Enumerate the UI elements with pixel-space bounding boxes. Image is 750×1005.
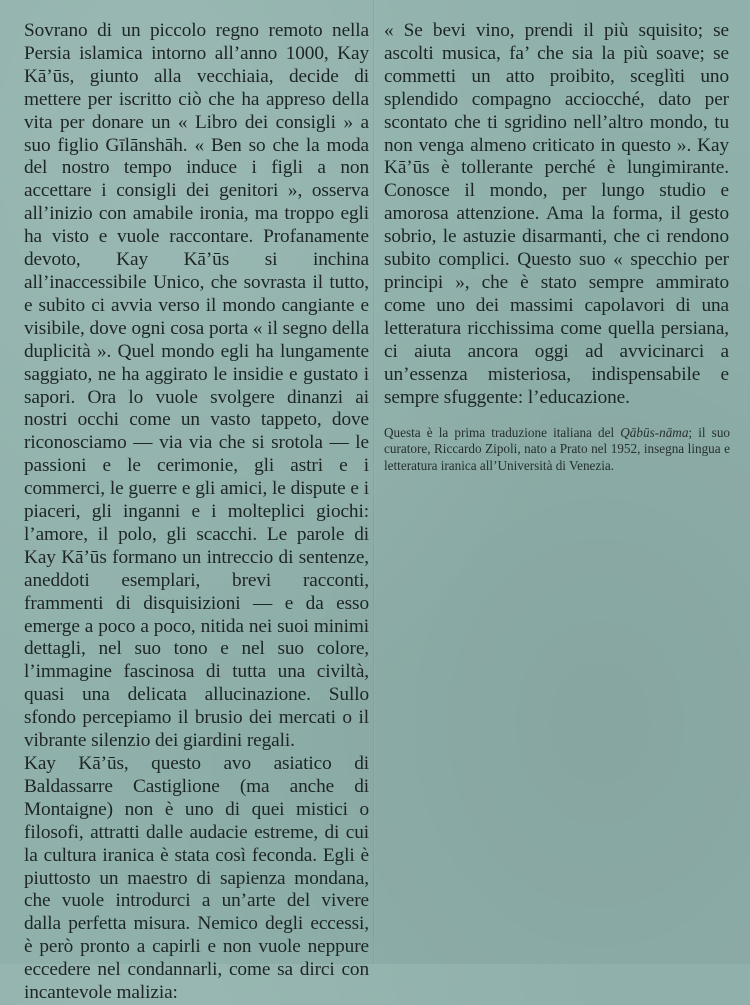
book-title: Qābūs-nāma bbox=[620, 425, 689, 440]
left-paragraph-2: Kay Kā’ūs, questo avo asiatico di Baldassarre Castiglione (ma anche di Montaigne) non è uno di quei mistici o filosofi, attratti dalle audacie estreme, di cui la cultura iranica è stata così feconda. Egli è piuttosto un maestro di sapienza mondana, che vuole introdurci a un’arte del vivere dalla perfetta misura. Nemico degli eccessi, è però pronto a capirli e non vuole neppure eccedere nel condannarli, come sa dirci con incantevole malizia: bbox=[24, 753, 369, 1004]
note-text-start: Questa è la prima traduzione italiana del bbox=[384, 425, 621, 440]
right-text-column bbox=[384, 20, 729, 409]
note-text-end: ; il suo curatore, Riccardo Zipoli, nato a Prato nel 1952, insegna lingua e letteratura iranica all’Università di Venezia. bbox=[384, 425, 731, 473]
left-text-column bbox=[24, 20, 369, 1005]
right-paragraph-1: « Se bevi vino, prendi il più squisito; se ascolti musica, fa’ che sia la più soave; se commetti un atto proibito, sceglìti uno splendido compagno acciocché, dato per scontato che ti sgridino nell’altro mondo, tu non venga almeno criticato in questo ». Kay Kā’ūs è tollerante perché è lungimirante. Conosce il mondo, per lungo studio e amorosa attenzione. Ama la forma, il gesto sobrio, le astuzie disarmanti, che ci rendono subito complici. Questo suo « specchio per principi », che è stato sempre ammirato come uno dei massimi capolavori di una letteratura ricchissima come quella persiana, ci aiuta ancora oggi ad avvicinarci a un’essenza misteriosa, indispensabile e sempre sfuggente: l’educazione. bbox=[384, 20, 729, 408]
translator-note bbox=[384, 425, 730, 474]
page-fold bbox=[373, 0, 375, 964]
left-paragraph-1: Sovrano di un piccolo regno remoto nella Persia islamica intorno all’anno 1000, Kay Kā’ūs, giunto alla vecchiaia, decide di mettere per iscritto ciò che ha appreso della vita per donare un « Libro dei consigli » a suo figlio Gīlānshāh. « Ben so che la moda del nostro tempo induce i figli a non accettare i consigli dei genitori », osserva all’inizio con amabile ironia, ma troppo egli ha visto e vuole raccontare. Profanamente devoto, Kay Kā’ūs si inchina all’inaccessibile Unico, che sovrasta il tutto, e subito ci avvia verso il mondo cangiante e visibile, dove ogni cosa porta « il segno della duplicità ». Quel mondo egli ha lungamente saggiato, ne ha aggirato le insidie e gustato i sapori. Ora lo vuole svolgere dinanzi ai nostri occhi come un vasto tappeto, dove riconosciamo — via via che si srotola — le passioni e le cerimonie, gli astri e i commerci, le guerre e gli amici, le dispute e i piaceri, gli inganni e i molteplici giochi: l’amore, il polo, gli scacchi. Le parole di Kay Kā’ūs formano un intreccio di sentenze, aneddoti esemplari, brevi racconti, frammenti di disquisizioni — e da esso emerge a poco a poco, nitida nei suoi minimi dettagli, nel suo tono e nel suo colore, l’immagine fascinosa di tutta una civiltà, quasi una delicata allucinazione. Sullo sfondo percepiamo il brusio dei mercati o il vibrante silenzio dei giardini regali. bbox=[24, 20, 369, 752]
